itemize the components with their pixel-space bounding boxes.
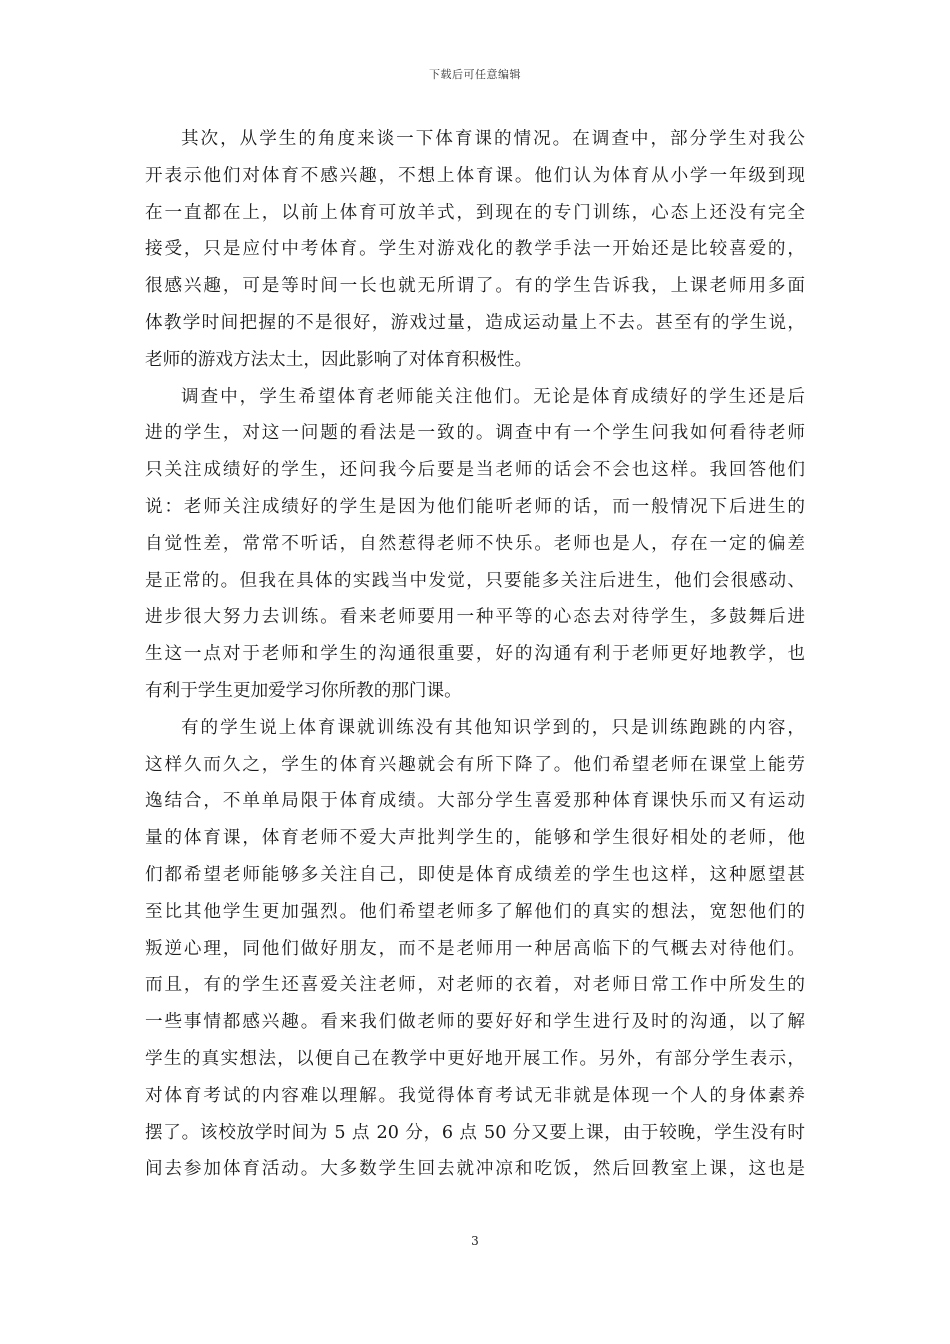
text-line: 学生的真实想法，以便自己在教学中更好地开展工作。另外，有部分学生表示，: [145, 1048, 805, 1069]
text-line: 量的体育课，体育老师不爱大声批判学生的，能够和学生很好相处的老师，他: [145, 828, 805, 849]
text-line: 有的学生说上体育课就训练没有其他知识学到的，只是训练跑跳的内容，: [181, 717, 805, 738]
paragraph: [145, 379, 805, 710]
text-line: 有利于学生更加爱学习你所教的那门课。: [145, 680, 462, 701]
text-line: 说：老师关注成绩好的学生是因为他们能听老师的话，而一般情况下后进生的: [145, 496, 805, 517]
page-header: 下载后可任意编辑: [429, 68, 521, 81]
text-line: 这样久而久之，学生的体育兴趣就会有所下降了。他们希望老师在课堂上能劳: [145, 754, 805, 775]
text-line: 是正常的。但我在具体的实践当中发觉，只要能多关注后进生，他们会很感动、: [145, 570, 805, 591]
text-line: 而且，有的学生还喜爱关注老师，对老师的衣着，对老师日常工作中所发生的: [145, 975, 805, 996]
text-line: 们都希望老师能够多关注自己，即使是体育成绩差的学生也这样，这种愿望甚: [145, 864, 805, 885]
paragraph: [145, 710, 805, 1188]
text-line: 进的学生，对这一问题的看法是一致的。调查中有一个学生问我如何看待老师: [145, 423, 805, 444]
text-line: 体教学时间把握的不是很好，游戏过量，造成运动量上不去。甚至有的学生说，: [145, 312, 805, 333]
text-line: 叛逆心理，同他们做好朋友，而不是老师用一种居高临下的气概去对待他们。: [145, 938, 805, 959]
text-line: 调查中，学生希望体育老师能关注他们。无论是体育成绩好的学生还是后: [181, 386, 805, 407]
text-line: 老师的游戏方法太土，因此影响了对体育积极性。: [145, 349, 533, 370]
text-line: 间去参加体育活动。大多数学生回去就冲凉和吃饭，然后回教室上课，这也是: [145, 1159, 805, 1180]
text-line: 在一直都在上，以前上体育可放羊式，到现在的专门训练，心态上还没有完全: [145, 202, 805, 223]
text-line: 逸结合，不单单局限于体育成绩。大部分学生喜爱那种体育课快乐而又有运动: [145, 791, 805, 812]
text-line: 其次，从学生的角度来谈一下体育课的情况。在调查中，部分学生对我公: [181, 129, 805, 149]
text-line: 很感兴趣，可是等时间一长也就无所谓了。有的学生告诉我，上课老师用多面: [145, 276, 805, 297]
text-line: 对体育考试的内容难以理解。我觉得体育考试无非就是体现一个人的身体素养: [145, 1085, 805, 1106]
text-line: 生这一点对于老师和学生的沟通很重要，好的沟通有利于老师更好地教学，也: [145, 644, 805, 665]
document-body: [145, 121, 805, 1188]
text-line: 接受，只是应付中考体育。学生对游戏化的教学手法一开始还是比较喜爱的，: [145, 239, 805, 260]
text-line: 只关注成绩好的学生，还问我今后要是当老师的话会不会也这样。我回答他们: [145, 460, 805, 481]
text-line: 进步很大努力去训练。看来老师要用一种平等的心态去对待学生，多鼓舞后进: [145, 607, 805, 628]
text-line: 至比其他学生更加强烈。他们希望老师多了解他们的真实的想法，宽恕他们的: [145, 901, 805, 922]
text-line: 自觉性差，常常不听话，自然惹得老师不快乐。老师也是人，存在一定的偏差: [145, 533, 805, 554]
text-line: 开表示他们对体育不感兴趣，不想上体育课。他们认为体育从小学一年级到现: [145, 165, 805, 186]
text-line: 一些事情都感兴趣。看来我们做老师的要好好和学生进行及时的沟通，以了解: [145, 1012, 805, 1033]
text-line: 摆了。该校放学时间为 5 点 20 分，6 点 50 分又要上课，由于较晚，学生没有时: [145, 1122, 805, 1143]
paragraph: [145, 121, 805, 379]
page-number: 3: [471, 1234, 479, 1248]
